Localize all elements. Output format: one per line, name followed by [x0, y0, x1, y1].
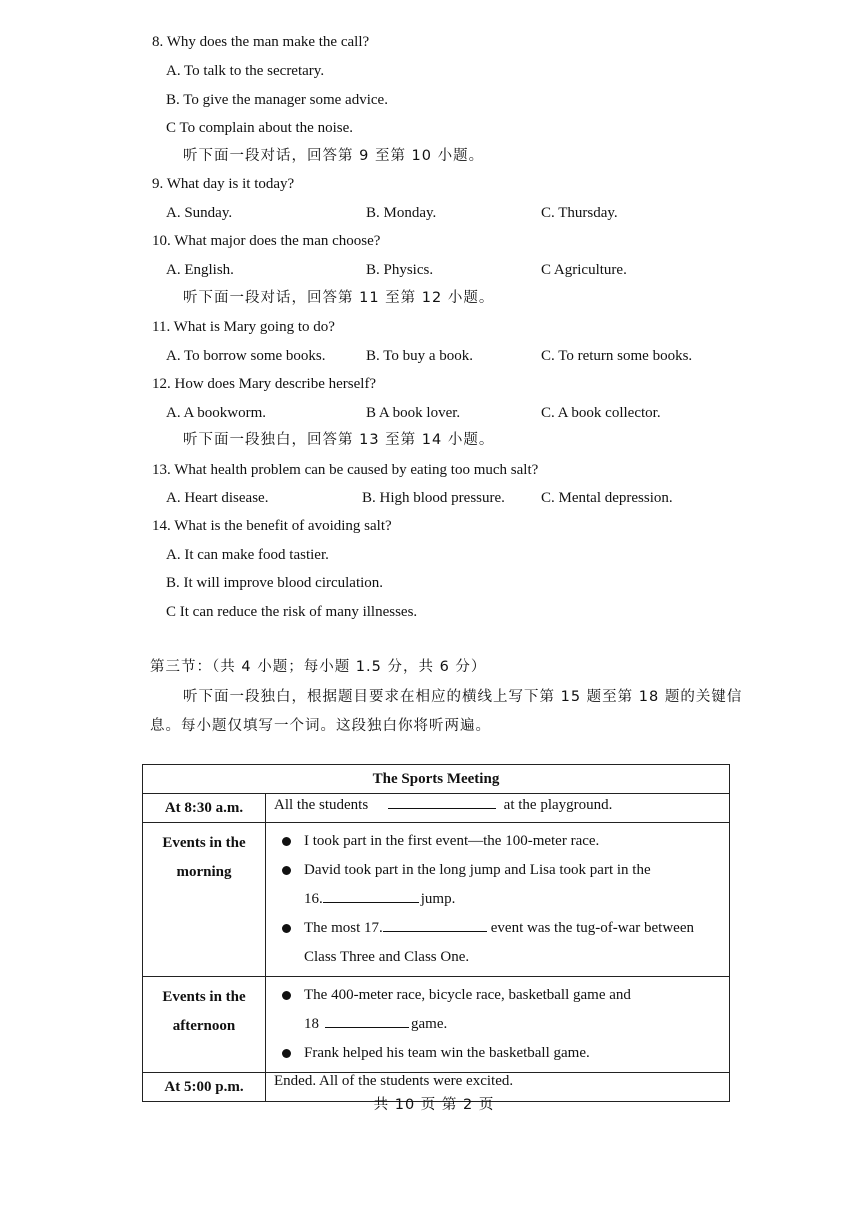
- blank-suffix: event was the tug-of-war between: [490, 920, 694, 936]
- question-12-stem: 12. How does Mary describe herself?: [152, 376, 377, 392]
- blank-number: 16.: [304, 891, 323, 907]
- answer-blank-17[interactable]: [383, 917, 487, 932]
- question-13-option-b: B. High blood pressure.: [362, 490, 505, 506]
- blank-suffix: jump.: [420, 891, 456, 907]
- question-11-option-a: A. To borrow some books.: [166, 348, 326, 364]
- question-8-option-a: A. To talk to the secretary.: [166, 63, 325, 79]
- blank-suffix: game.: [411, 1016, 448, 1032]
- instruction-11-12: 听下面一段对话，回答第 11 至第 12 小题。: [183, 290, 495, 306]
- question-11-option-b: B. To buy a book.: [366, 348, 474, 364]
- list-item-continuation: [274, 885, 729, 914]
- row-label-line: afternoon: [172, 1018, 236, 1034]
- question-8-stem: 8. Why does the man make the call?: [152, 34, 370, 50]
- question-13-stem: 13. What health problem can be caused by eating too much salt?: [152, 462, 539, 478]
- list-item: [274, 914, 729, 943]
- bullet-text: David took part in the long jump and Lisa took part in the: [304, 862, 651, 878]
- question-9-stem: 9. What day is it today?: [152, 176, 295, 192]
- table-title: The Sports Meeting: [143, 765, 730, 794]
- question-14-option-a: A. It can make food tastier.: [166, 547, 329, 563]
- page-footer: 共 10 页 第 2 页: [373, 1097, 495, 1113]
- row-content: [266, 823, 730, 977]
- question-9-option-b: B. Monday.: [366, 205, 437, 221]
- blank-number: The most 17.: [304, 920, 383, 936]
- question-9-option-a: A. Sunday.: [166, 205, 233, 221]
- bullet-text: I took part in the first event—the 100-meter race.: [304, 833, 600, 849]
- answer-blank-18[interactable]: [325, 1013, 409, 1028]
- question-10-option-a: A. English.: [166, 262, 234, 278]
- table-row: [143, 823, 730, 977]
- section-3-heading: 第三节：（共 4 小题；每小题 1.5 分，共 6 分）: [150, 659, 487, 675]
- row-label-line: morning: [176, 864, 232, 880]
- section-3-instruction-line-2: 息。每小题仅填写一个词。这段独白你将听两遍。: [150, 718, 491, 734]
- row1-text-after: at the playground.: [503, 797, 613, 813]
- question-8-option-b: B. To give the manager some advice.: [166, 92, 388, 108]
- question-10-option-b: B. Physics.: [366, 262, 434, 278]
- row1-text-before: All the students: [274, 797, 369, 813]
- question-10-stem: 10. What major does the man choose?: [152, 233, 381, 249]
- question-11-stem: 11. What is Mary going to do?: [152, 319, 335, 335]
- question-14-option-c: C It can reduce the risk of many illnesses.: [166, 604, 418, 620]
- section-3-instruction-line-1: 听下面一段独白，根据题目要求在相应的横线上写下第 15 题至第 18 题的关键信: [183, 689, 743, 705]
- row-label-line: Events in the: [162, 989, 246, 1005]
- bullet-icon: [282, 837, 291, 846]
- question-11-option-c: C. To return some books.: [541, 348, 693, 364]
- table-row: [143, 794, 730, 823]
- question-12-option-a: A. A bookworm.: [166, 405, 267, 421]
- answer-blank[interactable]: [388, 794, 496, 809]
- instruction-9-10: 听下面一段对话，回答第 9 至第 10 小题。: [183, 148, 485, 164]
- list-item-continuation: [274, 1010, 729, 1039]
- question-12-option-b: B A book lover.: [366, 405, 461, 421]
- row-content: [266, 977, 730, 1073]
- row-content: [266, 794, 730, 823]
- question-14-stem: 14. What is the benefit of avoiding salt?: [152, 518, 392, 534]
- list-item: [274, 856, 729, 885]
- bullet-icon: [282, 924, 291, 933]
- instruction-13-14: 听下面一段独白，回答第 13 至第 14 小题。: [183, 432, 495, 448]
- bullet-text: The 400-meter race, bicycle race, basketball game and: [304, 987, 631, 1003]
- question-9-option-c: C. Thursday.: [541, 205, 618, 221]
- row-content: Ended. All of the students were excited.: [266, 1073, 730, 1102]
- blank-number: 18: [304, 1016, 319, 1032]
- question-14-option-b: B. It will improve blood circulation.: [166, 575, 384, 591]
- question-10-option-c: C Agriculture.: [541, 262, 627, 278]
- row-label: [143, 977, 266, 1073]
- row-label: At 5:00 p.m.: [143, 1073, 266, 1102]
- bullet-text: Frank helped his team win the basketball game.: [304, 1045, 590, 1061]
- question-8-option-c: C To complain about the noise.: [166, 120, 353, 136]
- row-label-line: Events in the: [162, 835, 246, 851]
- list-item: [274, 1039, 729, 1068]
- list-item: [274, 981, 729, 1010]
- bullet-icon: [282, 991, 291, 1000]
- list-item: [274, 827, 729, 856]
- row-label: [143, 823, 266, 977]
- table-row: [143, 977, 730, 1073]
- bullet-icon: [282, 866, 291, 875]
- answer-blank-16[interactable]: [323, 888, 419, 903]
- question-12-option-c: C. A book collector.: [541, 405, 661, 421]
- question-13-option-c: C. Mental depression.: [541, 490, 673, 506]
- question-13-option-a: A. Heart disease.: [166, 490, 269, 506]
- sports-meeting-table: [142, 764, 730, 1102]
- bullet-icon: [282, 1049, 291, 1058]
- row-label: At 8:30 a.m.: [143, 794, 266, 823]
- list-item-continuation: Class Three and Class One.: [304, 949, 470, 965]
